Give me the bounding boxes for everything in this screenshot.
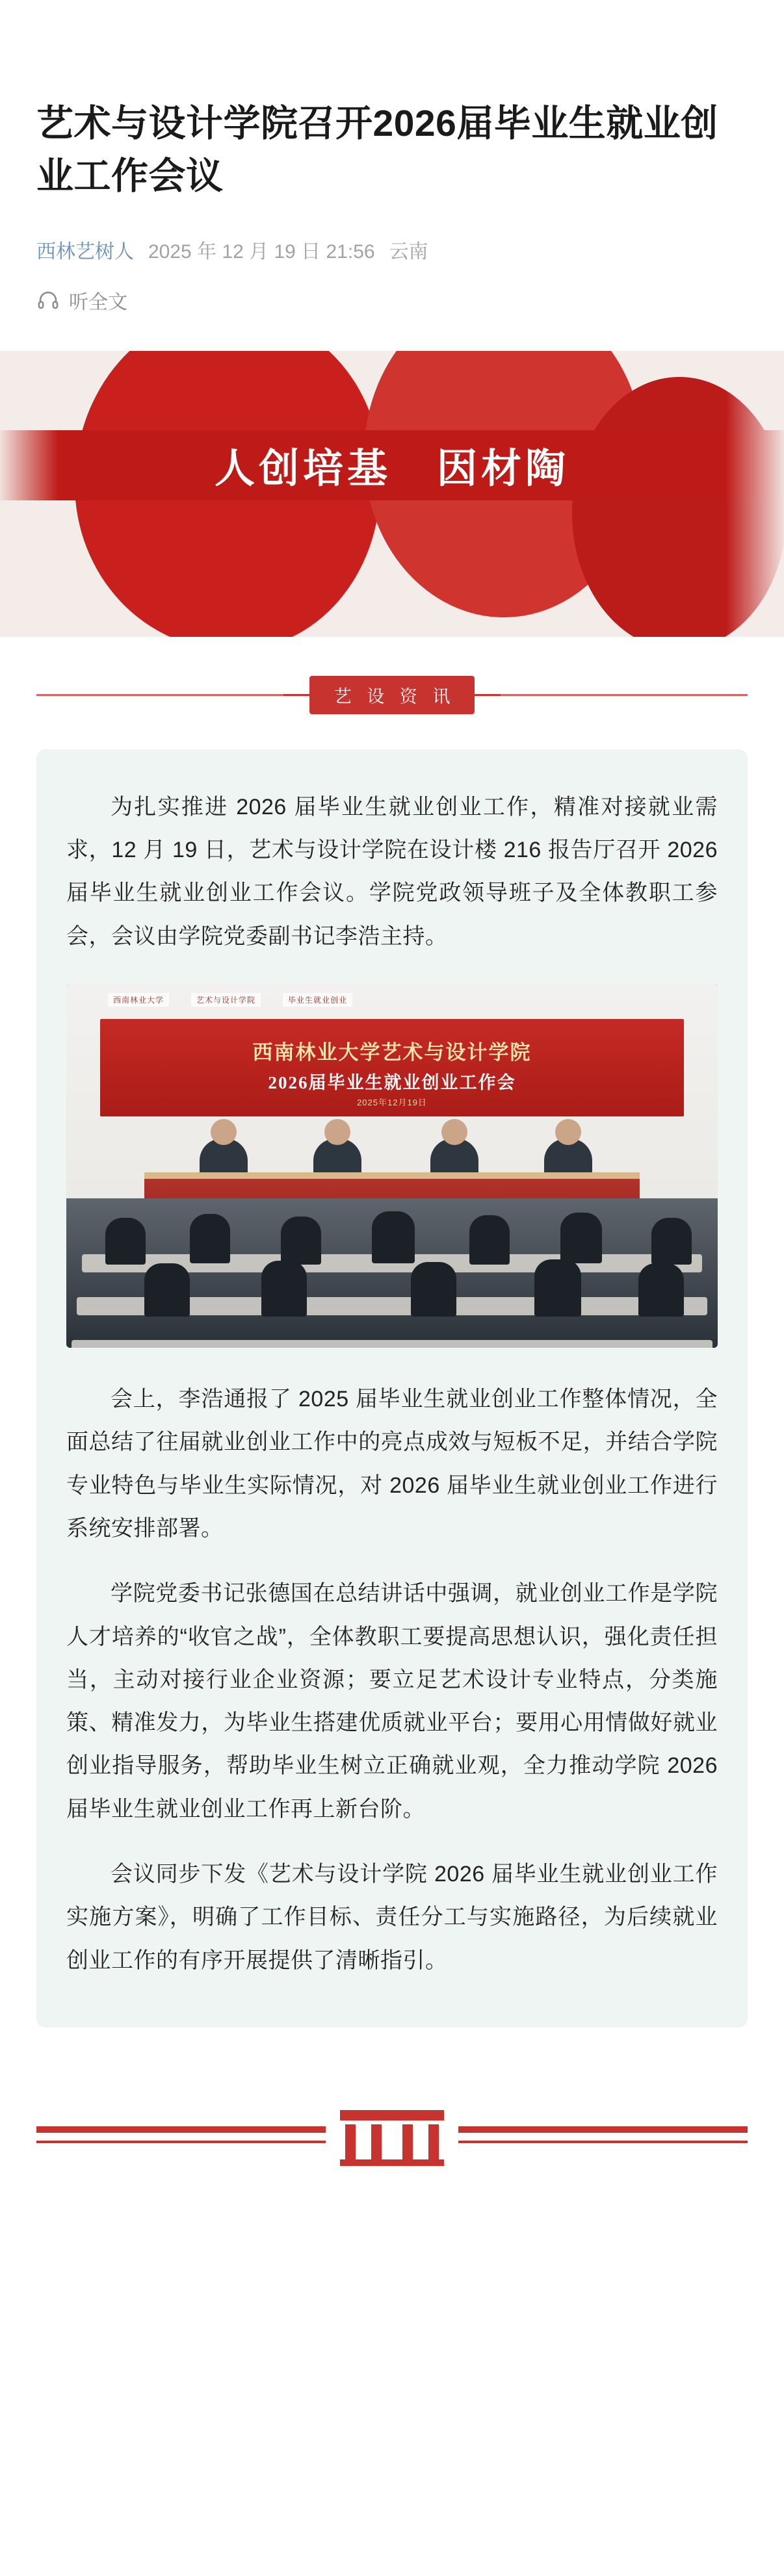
gate-roof [340, 2110, 444, 2120]
audience-6 [560, 1213, 602, 1263]
divider-wing-left [283, 694, 309, 696]
banner-text-right: 因材陶 [437, 447, 570, 492]
publish-location: 云南 [389, 240, 428, 263]
article-header [0, 0, 784, 315]
paragraph-4: 会议同步下发《艺术与设计学院 2026 届毕业生就业创业工作实施方案》，明确了工作目标、责任分工与实施路径，为后续就业创业工作的有序开展提供了清晰指引。 [66, 1862, 718, 1973]
audience-1 [105, 1218, 146, 1265]
hero-banner-image [0, 351, 784, 637]
paragraph-3: 学院党委书记张德国在总结讲话中强调，就业创业工作是学院人才培养的“收官之战”，全体教职工要提高思想认识，强化责任担当，主动对接行业企业资源；要立足艺术设计专业特点，分类施策、精准发力，为毕业生搭建优质就业平台；要用心用情做好就业创业指导服务，帮助毕业生树立正确就业观，全力推动学院 2026 届毕业生就业创业工作再上新台阶。 [66, 1581, 718, 1822]
footer-rule-left-thin [36, 2141, 326, 2143]
photo-banner-line2: 2026届毕业生就业创业工作会 [268, 1073, 516, 1093]
page-title: 艺术与设计学院召开2026届毕业生就业创业工作会议 [36, 103, 718, 197]
audience-2 [190, 1214, 230, 1263]
photo-logo-1: 西南林业大学 [108, 993, 169, 1007]
audience-9 [261, 1261, 307, 1317]
footer-rule-right-thick [458, 2126, 748, 2133]
divider-rule-left [36, 694, 283, 696]
banner-fade-right [725, 351, 784, 637]
photo-banner-line1: 西南林业大学艺术与设计学院 [252, 1041, 532, 1064]
audience-7 [651, 1218, 692, 1265]
gate-base [340, 2159, 444, 2166]
author-link[interactable]: 西林艺树人 [36, 240, 134, 263]
photo-logo-2: 艺术与设计学院 [191, 993, 261, 1007]
seat-row-3 [72, 1340, 712, 1348]
divider-rule-right [501, 694, 748, 696]
article-body-region [0, 676, 784, 2028]
photo-banner-line3: 2025年12月19日 [357, 1098, 427, 1108]
audience-8 [144, 1263, 190, 1317]
audience-4 [372, 1211, 415, 1263]
listen-full-text-button[interactable] [36, 286, 748, 315]
gate-icon [340, 2110, 444, 2166]
banner-text [0, 428, 784, 503]
audience-5 [469, 1215, 510, 1265]
footer-rules-left [36, 2126, 326, 2150]
footer-ornament [0, 2086, 784, 2190]
audience-11 [534, 1259, 581, 1317]
banner-text-left: 人创培基 [214, 447, 391, 492]
audience-12 [638, 1263, 684, 1317]
banner-fade-left [0, 351, 59, 637]
footer-rule-right-thin [458, 2141, 748, 2143]
photo-logo-3: 毕业生就业创业 [283, 993, 352, 1007]
byline [36, 235, 748, 264]
photo-audience-area [66, 1198, 718, 1348]
headphones-icon [36, 289, 60, 312]
audience-3 [281, 1217, 321, 1265]
conference-photo [66, 984, 718, 1348]
divider-wing-right [475, 694, 501, 696]
publish-date: 2025 年 12 月 19 日 21:56 [148, 240, 375, 263]
listen-label: 听全文 [69, 291, 127, 313]
audience-10 [411, 1262, 456, 1317]
footer-rules-right [458, 2126, 748, 2150]
photo-stage-banner [100, 1019, 684, 1116]
footer-rule-left-thick [36, 2126, 326, 2133]
article-content-card [36, 749, 748, 2028]
paragraph-1: 为扎实推进 2026 届毕业生就业创业工作，精准对接就业需求，12 月 19 日，艺术与设计学院在设计楼 216 报告厅召开 2026 届毕业生就业创业工作会议。学院党政领导班子及全体教职工参会，会议由学院党委副书记李浩主持。 [66, 794, 718, 949]
photo-logo-row [108, 993, 676, 1007]
status-badge: 艺 设 资 讯 [309, 676, 475, 714]
section-divider [36, 676, 748, 714]
paragraph-2: 会上，李浩通报了 2025 届毕业生就业创业工作整体情况，全面总结了往届就业创业工作中的亮点成效与短板不足，并结合学院专业特色与毕业生实际情况，对 2026 届毕业生就业创业工作进行系统安排部署。 [66, 1387, 718, 1541]
